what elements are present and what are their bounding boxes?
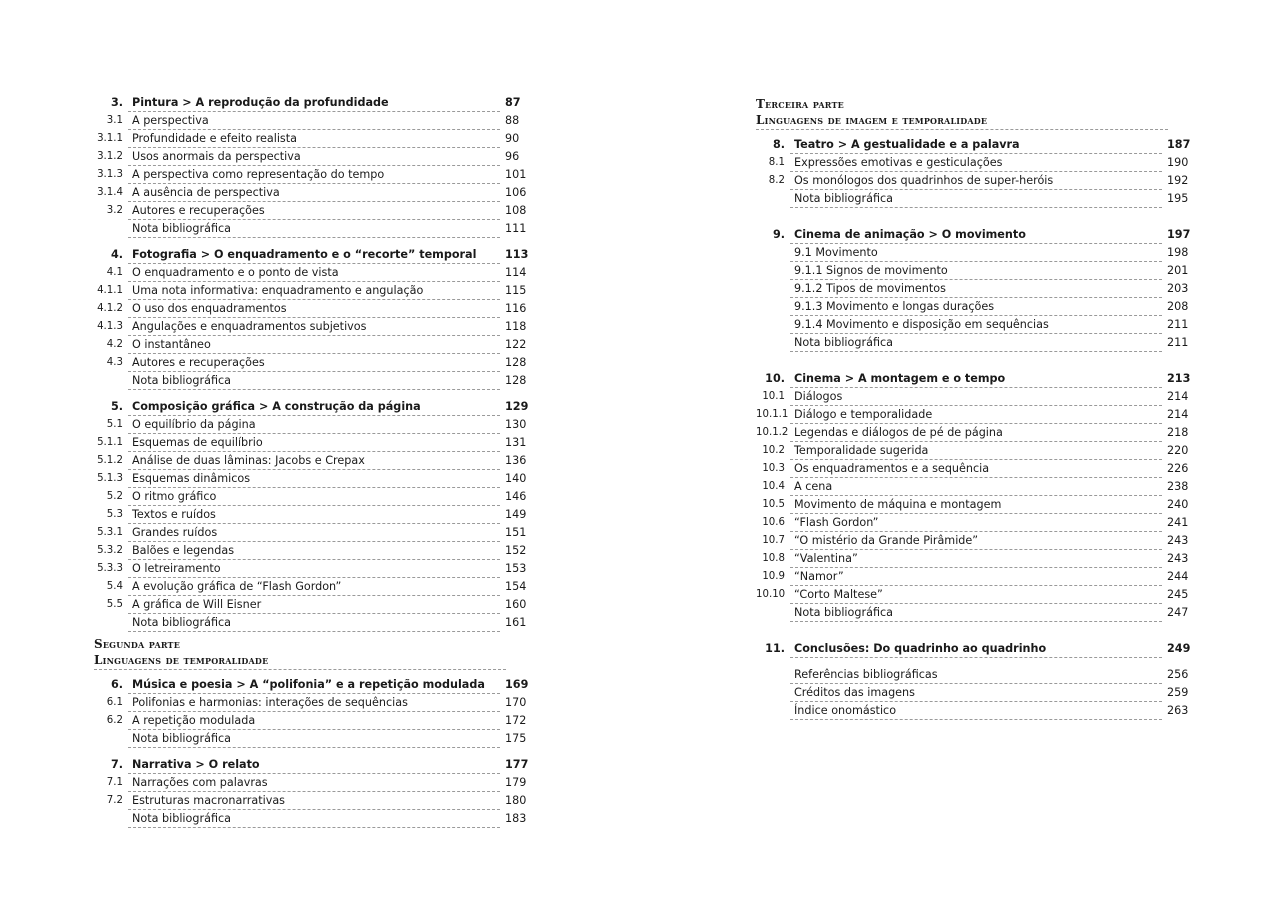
section-list xyxy=(94,264,544,390)
section-number: 3.1.2 xyxy=(97,151,123,162)
section-number: 5.5 xyxy=(106,599,123,610)
page-number: 180 xyxy=(505,794,527,807)
section-number: 10.1.2 xyxy=(756,427,789,438)
toc-entry[interactable] xyxy=(94,264,544,282)
page-number: 128 xyxy=(505,374,527,387)
chapter-number: 8. xyxy=(772,138,785,151)
page-number: 161 xyxy=(505,616,527,629)
section-number: 7.1 xyxy=(106,777,123,788)
section-number: 10.2 xyxy=(762,445,785,456)
page-number: 213 xyxy=(1167,372,1191,385)
section-number: 5.3.3 xyxy=(97,563,123,574)
section-number: 10.3 xyxy=(762,463,785,474)
section-title: O instantâneo xyxy=(128,336,500,354)
section-title: Movimento de máquina e montagem xyxy=(790,496,1162,514)
page-number: 208 xyxy=(1167,300,1189,313)
toc-entry[interactable] xyxy=(94,282,544,300)
section-title: Nota bibliográfica xyxy=(128,220,500,238)
chapter-number: 9. xyxy=(772,228,785,241)
page-number: 111 xyxy=(505,222,527,235)
section-title: O enquadramento e o ponto de vista xyxy=(128,264,500,282)
toc-entry[interactable] xyxy=(94,694,544,712)
section-title: Esquemas de equilíbrio xyxy=(128,434,500,452)
section-number: 3.2 xyxy=(106,205,123,216)
page-number: 108 xyxy=(505,204,527,217)
toc-entry[interactable] xyxy=(756,568,1206,586)
toc-entry[interactable] xyxy=(94,336,544,354)
toc-entry[interactable] xyxy=(756,316,1206,334)
page-number: 114 xyxy=(505,266,527,279)
chapter-heading[interactable] xyxy=(94,246,544,264)
section-title: O uso dos enquadramentos xyxy=(128,300,500,318)
toc-entry[interactable] xyxy=(756,460,1206,478)
section-title: Legendas e diálogos de pé de página xyxy=(790,424,1162,442)
part-label: Terceira parte xyxy=(756,97,844,111)
section-number: 10.5 xyxy=(762,499,785,510)
chapter-5 xyxy=(94,398,544,632)
page-number: 183 xyxy=(505,812,527,825)
toc-entry[interactable] xyxy=(756,406,1206,424)
toc-entry[interactable] xyxy=(94,166,544,184)
section-number: 5.4 xyxy=(106,581,123,592)
section-title: A evolução gráfica de “Flash Gordon” xyxy=(128,578,500,596)
part-title: Linguagens de temporalidade xyxy=(94,653,269,667)
section-title: Nota bibliográfica xyxy=(128,372,500,390)
toc-entry[interactable] xyxy=(94,202,544,220)
page-number: 259 xyxy=(1167,686,1189,699)
toc-entry[interactable] xyxy=(94,452,544,470)
chapter-heading[interactable] xyxy=(94,398,544,416)
chapter-7 xyxy=(94,756,544,828)
page-number: 245 xyxy=(1167,588,1189,601)
section-title: “Flash Gordon” xyxy=(790,514,1162,532)
chapter-9 xyxy=(756,226,1206,352)
toc-entry[interactable] xyxy=(94,416,544,434)
toc-entry[interactable] xyxy=(94,300,544,318)
toc-entry[interactable] xyxy=(94,792,544,810)
section-title: A gráfica de Will Eisner xyxy=(128,596,500,614)
section-title: Nota bibliográfica xyxy=(790,604,1162,622)
page-number: 195 xyxy=(1167,192,1189,205)
toc-entry[interactable] xyxy=(94,560,544,578)
chapter-title: Música e poesia > A “polifonia” e a repetição modulada xyxy=(128,676,500,694)
page-number: 177 xyxy=(505,758,529,771)
chapter-title: Pintura > A reprodução da profundidade xyxy=(128,94,500,112)
section-title: 9.1.3 Movimento e longas durações xyxy=(790,298,1162,316)
toc-entry[interactable] xyxy=(94,220,544,238)
toc-entry[interactable] xyxy=(94,712,544,730)
chapter-6 xyxy=(94,676,544,748)
page-number: 106 xyxy=(505,186,527,199)
chapter-title: Conclusões: Do quadrinho ao quadrinho xyxy=(790,640,1162,658)
page-number: 170 xyxy=(505,696,527,709)
chapter-heading[interactable] xyxy=(756,370,1206,388)
chapter-number: 7. xyxy=(110,758,123,771)
section-number: 5.1 xyxy=(106,419,123,430)
section-title: Diálogo e temporalidade xyxy=(790,406,1162,424)
toc-entry[interactable] xyxy=(94,730,544,748)
section-title: A perspectiva como representação do tempo xyxy=(128,166,500,184)
page-number: 211 xyxy=(1167,318,1189,331)
page-number: 149 xyxy=(505,508,527,521)
section-number: 4.1.3 xyxy=(97,321,123,332)
toc-entry[interactable] xyxy=(756,604,1206,622)
section-title: Nota bibliográfica xyxy=(790,334,1162,352)
toc-entry[interactable] xyxy=(94,184,544,202)
toc-entry[interactable] xyxy=(756,684,1206,702)
toc-entry[interactable] xyxy=(756,298,1206,316)
section-title: 9.1.2 Tipos de movimentos xyxy=(790,280,1162,298)
chapter-heading[interactable] xyxy=(94,94,544,112)
toc-entry[interactable] xyxy=(756,702,1206,720)
section-title: Os enquadramentos e a sequência xyxy=(790,460,1162,478)
section-title: Estruturas macronarrativas xyxy=(128,792,500,810)
section-title: Esquemas dinâmicos xyxy=(128,470,500,488)
section-number: 10.6 xyxy=(762,517,785,528)
page-number: 238 xyxy=(1167,480,1189,493)
section-number: 10.10 xyxy=(756,589,786,600)
page-number: 214 xyxy=(1167,408,1189,421)
section-title: A repetição modulada xyxy=(128,712,500,730)
page-number: 116 xyxy=(505,302,527,315)
page-number: 220 xyxy=(1167,444,1189,457)
page-number: 197 xyxy=(1167,228,1191,241)
page-number: 190 xyxy=(1167,156,1189,169)
section-number: 4.1.2 xyxy=(97,303,123,314)
toc-entry[interactable] xyxy=(94,774,544,792)
toc-entry[interactable] xyxy=(756,172,1206,190)
toc-entry[interactable] xyxy=(756,532,1206,550)
section-number: 10.7 xyxy=(762,535,785,546)
section-title: Índice onomástico xyxy=(790,702,1162,720)
page-number: 88 xyxy=(505,114,520,127)
chapter-heading[interactable] xyxy=(756,640,1206,658)
section-number: 4.1 xyxy=(106,267,123,278)
section-number: 4.1.1 xyxy=(97,285,123,296)
page-number: 226 xyxy=(1167,462,1189,475)
page-number: 118 xyxy=(505,320,527,333)
part-heading-3 xyxy=(756,96,1168,130)
page-number: 201 xyxy=(1167,264,1189,277)
page-number: 90 xyxy=(505,132,520,145)
section-number: 4.3 xyxy=(106,357,123,368)
section-title: Autores e recuperações xyxy=(128,202,500,220)
chapter-heading[interactable] xyxy=(94,756,544,774)
chapter-title: Cinema > A montagem e o tempo xyxy=(790,370,1162,388)
section-title: O letreiramento xyxy=(128,560,500,578)
section-title: “Valentina” xyxy=(790,550,1162,568)
section-title: Nota bibliográfica xyxy=(128,614,500,632)
page-number: 96 xyxy=(505,150,520,163)
section-title: Nota bibliográfica xyxy=(790,190,1162,208)
toc-entry[interactable] xyxy=(94,488,544,506)
toc-entry[interactable] xyxy=(94,506,544,524)
section-number: 3.1 xyxy=(106,115,123,126)
chapter-8 xyxy=(756,136,1206,208)
page-number: 218 xyxy=(1167,426,1189,439)
section-number: 5.1.3 xyxy=(97,473,123,484)
chapter-4 xyxy=(94,246,544,390)
section-number: 10.8 xyxy=(762,553,785,564)
page-number: 243 xyxy=(1167,534,1189,547)
section-number: 5.2 xyxy=(106,491,123,502)
section-number: 5.1.1 xyxy=(97,437,123,448)
section-number: 8.1 xyxy=(768,157,785,168)
chapter-title: Teatro > A gestualidade e a palavra xyxy=(790,136,1162,154)
toc-entry[interactable] xyxy=(94,524,544,542)
page-number: 179 xyxy=(505,776,527,789)
section-number: 5.1.2 xyxy=(97,455,123,466)
section-number: 10.1 xyxy=(762,391,785,402)
section-number: 4.2 xyxy=(106,339,123,350)
page-number: 249 xyxy=(1167,642,1191,655)
section-title: “Namor” xyxy=(790,568,1162,586)
toc-entry[interactable] xyxy=(756,496,1206,514)
page-number: 240 xyxy=(1167,498,1189,511)
section-title: A perspectiva xyxy=(128,112,500,130)
section-number: 3.1.3 xyxy=(97,169,123,180)
chapter-title: Composição gráfica > A construção da página xyxy=(128,398,500,416)
page-number: 243 xyxy=(1167,552,1189,565)
section-number: 6.1 xyxy=(106,697,123,708)
section-list xyxy=(94,416,544,632)
toc-entry[interactable] xyxy=(756,424,1206,442)
chapter-number: 6. xyxy=(110,678,123,691)
section-list xyxy=(756,154,1206,208)
section-number: 5.3 xyxy=(106,509,123,520)
toc-entry[interactable] xyxy=(94,542,544,560)
page-number: 187 xyxy=(1167,138,1191,151)
page-number: 247 xyxy=(1167,606,1189,619)
section-number: 10.1.1 xyxy=(756,409,789,420)
toc-entry[interactable] xyxy=(756,262,1206,280)
toc-entry[interactable] xyxy=(756,478,1206,496)
section-title: 9.1 Movimento xyxy=(790,244,1162,262)
section-list xyxy=(756,244,1206,352)
section-number: 6.2 xyxy=(106,715,123,726)
page-number: 172 xyxy=(505,714,527,727)
toc-right-page xyxy=(756,94,1206,720)
chapter-heading[interactable] xyxy=(756,136,1206,154)
toc-entry[interactable] xyxy=(94,578,544,596)
section-title: Diálogos xyxy=(790,388,1162,406)
section-list xyxy=(94,774,544,828)
section-title: Narrações com palavras xyxy=(128,774,500,792)
page-number: 113 xyxy=(505,248,529,261)
section-title: Nota bibliográfica xyxy=(128,730,500,748)
page-number: 146 xyxy=(505,490,527,503)
chapter-number: 10. xyxy=(765,372,785,385)
chapter-number: 4. xyxy=(110,248,123,261)
toc-entry[interactable] xyxy=(94,810,544,828)
section-number: 10.4 xyxy=(762,481,785,492)
toc-entry[interactable] xyxy=(94,354,544,372)
page-number: 169 xyxy=(505,678,529,691)
section-title: “Corto Maltese” xyxy=(790,586,1162,604)
toc-entry[interactable] xyxy=(756,442,1206,460)
page-number: 198 xyxy=(1167,246,1189,259)
section-title: Grandes ruídos xyxy=(128,524,500,542)
section-title: Referências bibliográficas xyxy=(790,666,1162,684)
page-number: 122 xyxy=(505,338,527,351)
part-title: Linguagens de imagem e temporalidade xyxy=(756,113,988,127)
section-list xyxy=(94,694,544,748)
section-title: Usos anormais da perspectiva xyxy=(128,148,500,166)
page-number: 151 xyxy=(505,526,527,539)
section-title: Uma nota informativa: enquadramento e angulação xyxy=(128,282,500,300)
page-number: 130 xyxy=(505,418,527,431)
section-title: A ausência de perspectiva xyxy=(128,184,500,202)
section-title: O equilíbrio da página xyxy=(128,416,500,434)
page-number: 87 xyxy=(505,96,521,109)
toc-entry[interactable] xyxy=(756,514,1206,532)
page-number: 154 xyxy=(505,580,527,593)
page-number: 128 xyxy=(505,356,527,369)
section-title: Nota bibliográfica xyxy=(128,810,500,828)
chapter-title: Fotografia > O enquadramento e o “recorte” temporal xyxy=(128,246,500,264)
toc-entry[interactable] xyxy=(94,434,544,452)
section-number: 8.2 xyxy=(768,175,785,186)
section-title: Angulações e enquadramentos subjetivos xyxy=(128,318,500,336)
chapter-number: 3. xyxy=(110,96,123,109)
chapter-heading[interactable] xyxy=(756,226,1206,244)
section-title: Balões e legendas xyxy=(128,542,500,560)
section-number: 5.3.2 xyxy=(97,545,123,556)
toc-entry[interactable] xyxy=(756,280,1206,298)
section-title: Expressões emotivas e gesticulações xyxy=(790,154,1162,172)
page-number: 115 xyxy=(505,284,527,297)
page-number: 241 xyxy=(1167,516,1189,529)
page-number: 214 xyxy=(1167,390,1189,403)
page-number: 153 xyxy=(505,562,527,575)
chapter-number: 5. xyxy=(110,400,123,413)
toc-entry[interactable] xyxy=(94,130,544,148)
toc-left-page xyxy=(94,94,544,828)
chapter-title: Narrativa > O relato xyxy=(128,756,500,774)
page-number: 131 xyxy=(505,436,527,449)
toc-entry[interactable] xyxy=(94,470,544,488)
section-title: Textos e ruídos xyxy=(128,506,500,524)
page-number: 160 xyxy=(505,598,527,611)
part-heading-2 xyxy=(94,636,506,670)
section-title: “O mistério da Grande Pirâmide” xyxy=(790,532,1162,550)
page-number: 101 xyxy=(505,168,527,181)
section-number: 7.2 xyxy=(106,795,123,806)
chapter-number: 11. xyxy=(765,642,785,655)
section-number: 5.3.1 xyxy=(97,527,123,538)
page-number: 136 xyxy=(505,454,527,467)
section-number: 3.1.4 xyxy=(97,187,123,198)
section-list xyxy=(756,388,1206,622)
section-title: Temporalidade sugerida xyxy=(790,442,1162,460)
section-title: A cena xyxy=(790,478,1162,496)
section-title: Os monólogos dos quadrinhos de super-heróis xyxy=(790,172,1162,190)
page-number: 244 xyxy=(1167,570,1189,583)
section-title: 9.1.4 Movimento e disposição em sequências xyxy=(790,316,1162,334)
section-title: 9.1.1 Signos de movimento xyxy=(790,262,1162,280)
page-number: 175 xyxy=(505,732,527,745)
toc-entry[interactable] xyxy=(756,244,1206,262)
chapter-heading[interactable] xyxy=(94,676,544,694)
chapter-10 xyxy=(756,370,1206,622)
section-title: O ritmo gráfico xyxy=(128,488,500,506)
section-list xyxy=(94,112,544,238)
page-number: 152 xyxy=(505,544,527,557)
toc-entry[interactable] xyxy=(756,154,1206,172)
section-title: Profundidade e efeito realista xyxy=(128,130,500,148)
section-number: 10.9 xyxy=(762,571,785,582)
chapter-3 xyxy=(94,94,544,238)
toc-entry[interactable] xyxy=(756,550,1206,568)
chapter-title: Cinema de animação > O movimento xyxy=(790,226,1162,244)
section-title: Análise de duas lâminas: Jacobs e Crepax xyxy=(128,452,500,470)
toc-entry[interactable] xyxy=(94,596,544,614)
toc-entry[interactable] xyxy=(756,334,1206,352)
toc-entry[interactable] xyxy=(94,372,544,390)
page-number: 192 xyxy=(1167,174,1189,187)
page-number: 256 xyxy=(1167,668,1189,681)
toc-entry[interactable] xyxy=(94,318,544,336)
section-title: Autores e recuperações xyxy=(128,354,500,372)
page-number: 140 xyxy=(505,472,527,485)
toc-entry[interactable] xyxy=(756,190,1206,208)
section-number: 3.1.1 xyxy=(97,133,123,144)
page-number: 129 xyxy=(505,400,529,413)
toc-entry[interactable] xyxy=(756,666,1206,684)
chapter-11 xyxy=(756,640,1206,658)
toc-entry[interactable] xyxy=(756,388,1206,406)
part-label: Segunda parte xyxy=(94,637,181,651)
section-title: Créditos das imagens xyxy=(790,684,1162,702)
page-number: 203 xyxy=(1167,282,1189,295)
toc-entry[interactable] xyxy=(94,148,544,166)
section-title: Polifonias e harmonias: interações de sequências xyxy=(128,694,500,712)
toc-entry[interactable] xyxy=(94,112,544,130)
page-number: 263 xyxy=(1167,704,1189,717)
toc-entry[interactable] xyxy=(94,614,544,632)
toc-entry[interactable] xyxy=(756,586,1206,604)
back-matter-list xyxy=(756,666,1206,720)
page-number: 211 xyxy=(1167,336,1189,349)
